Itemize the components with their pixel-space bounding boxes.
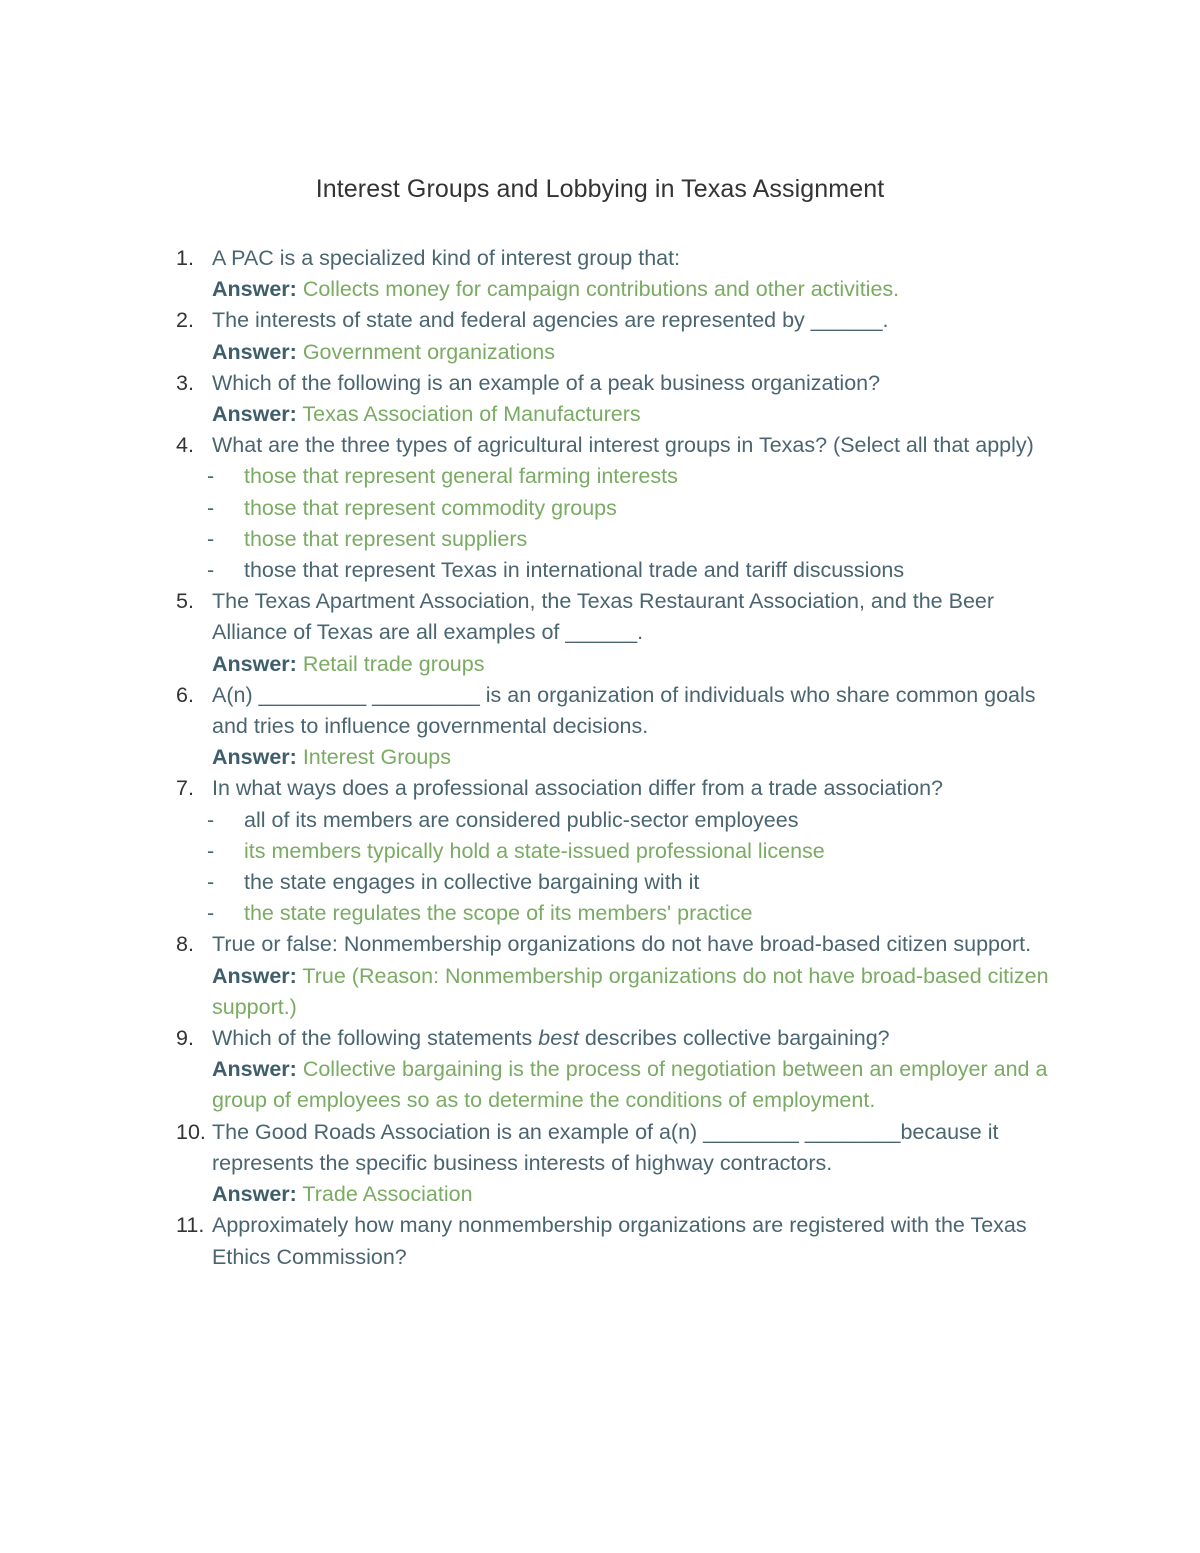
question-number: 1. <box>176 246 194 270</box>
answer-text: Texas Association of Manufacturers <box>302 402 641 427</box>
option-item <box>174 555 1074 586</box>
question-number: 2. <box>176 308 194 333</box>
option-dash: - <box>207 495 215 520</box>
option-dash: - <box>207 464 215 489</box>
question-item <box>174 1210 1074 1272</box>
question-number: 5. <box>176 589 194 614</box>
option-text: those that represent general farming interests <box>244 464 678 489</box>
option-dash: - <box>207 838 215 863</box>
document-title: Interest Groups and Lobbying in Texas Assignment <box>315 175 885 203</box>
answer-text: Collective bargaining is the process of negotiation between an employer and a group of employees so as to determine the conditions of employment. <box>212 1057 1048 1113</box>
question-text: Which of the following is an example of a peak business organization? <box>212 370 881 395</box>
question-number: 10. <box>176 1119 206 1144</box>
question-item <box>174 1117 1074 1211</box>
option-item <box>174 836 1074 867</box>
option-text: the state engages in collective bargaining with it <box>244 870 700 895</box>
question-item <box>174 243 1074 305</box>
question-text <box>212 1023 1074 1054</box>
answer-text: Interest Groups <box>302 745 451 770</box>
option-item <box>174 493 1074 524</box>
question-item <box>174 305 1074 367</box>
question-list <box>174 243 1074 1273</box>
question-number: 9. <box>176 1026 194 1051</box>
question-text-part: describes collective bargaining? <box>578 1026 890 1051</box>
option-item <box>174 461 1074 492</box>
option-text: its members typically hold a state-issued professional license <box>244 838 825 863</box>
answer-line <box>212 649 1074 680</box>
answer-text: True (Reason: Nonmembership organizations do not have broad-based citizen support.) <box>212 963 1049 1019</box>
question-item <box>174 368 1074 430</box>
answer-line <box>212 742 1074 773</box>
question-text: The interests of state and federal agencies are represented by ______. <box>212 308 889 333</box>
question-number: 3. <box>176 370 194 395</box>
answer-line <box>212 961 1074 1023</box>
question-text: The Texas Apartment Association, the Texas Restaurant Association, and the Beer Alliance of Texas are all examples of ______. <box>212 589 995 645</box>
option-dash: - <box>207 870 215 895</box>
option-text: those that represent suppliers <box>244 526 528 551</box>
answer-label: Answer: <box>212 1057 297 1082</box>
option-text: all of its members are considered public-sector employees <box>244 807 799 832</box>
question-number: 4. <box>176 433 194 458</box>
answer-label: Answer: <box>212 277 297 302</box>
question-item <box>174 586 1074 680</box>
answer-label: Answer: <box>212 402 297 427</box>
question-item <box>174 773 1074 804</box>
question-number: 8. <box>176 932 194 957</box>
option-dash: - <box>207 558 215 583</box>
question-item <box>174 929 1074 1023</box>
answer-label: Answer: <box>212 745 297 770</box>
question-number: 7. <box>176 776 194 801</box>
question-text: In what ways does a professional association differ from a trade association? <box>212 776 943 801</box>
answer-text: Collects money for campaign contributions and other activities. <box>302 277 900 302</box>
answer-text: Government organizations <box>302 339 555 364</box>
option-text: those that represent commodity groups <box>244 495 617 520</box>
question-text: True or false: Nonmembership organizations do not have broad-based citizen support. <box>212 932 1032 957</box>
question-text: The Good Roads Association is an example of a(n) ________ ________because it represents the specific business interests of highway contractors. <box>212 1119 999 1175</box>
question-text: Approximately how many nonmembership organizations are registered with the Texas Ethics Commission? <box>212 1213 1027 1269</box>
answer-line <box>212 1179 1074 1210</box>
question-text-emphasis: best <box>538 1026 579 1051</box>
question-text-part: Which of the following statements <box>212 1026 539 1051</box>
question-text: A PAC is a specialized kind of interest group that: <box>212 246 681 270</box>
answer-text: Trade Association <box>302 1182 473 1207</box>
answer-label: Answer: <box>212 963 297 988</box>
question-item <box>174 430 1074 461</box>
answer-text: Retail trade groups <box>302 651 485 676</box>
question-number: 6. <box>176 682 194 707</box>
question-text: What are the three types of agricultural interest groups in Texas? (Select all that apply) <box>212 433 1034 458</box>
option-dash: - <box>207 901 215 926</box>
option-item <box>174 898 1074 929</box>
answer-label: Answer: <box>212 339 297 364</box>
answer-line <box>212 337 1074 368</box>
option-dash: - <box>207 526 215 551</box>
option-list <box>174 461 1074 586</box>
option-text: those that represent Texas in international trade and tariff discussions <box>244 558 905 583</box>
option-list <box>174 805 1074 930</box>
question-item <box>174 1023 1074 1117</box>
answer-line <box>212 399 1074 430</box>
option-item <box>174 867 1074 898</box>
answer-line <box>212 274 1074 305</box>
option-item <box>174 805 1074 836</box>
question-item <box>174 680 1074 774</box>
option-dash: - <box>207 807 215 832</box>
question-number: 11. <box>176 1213 205 1238</box>
option-item <box>174 524 1074 555</box>
answer-label: Answer: <box>212 1182 297 1207</box>
question-text: A(n) _________ _________ is an organization of individuals who share common goals and tries to influence governmental decisions. <box>212 682 1036 739</box>
answer-label: Answer: <box>212 651 297 676</box>
option-text: the state regulates the scope of its members' practice <box>244 901 753 926</box>
answer-line <box>212 1054 1074 1116</box>
